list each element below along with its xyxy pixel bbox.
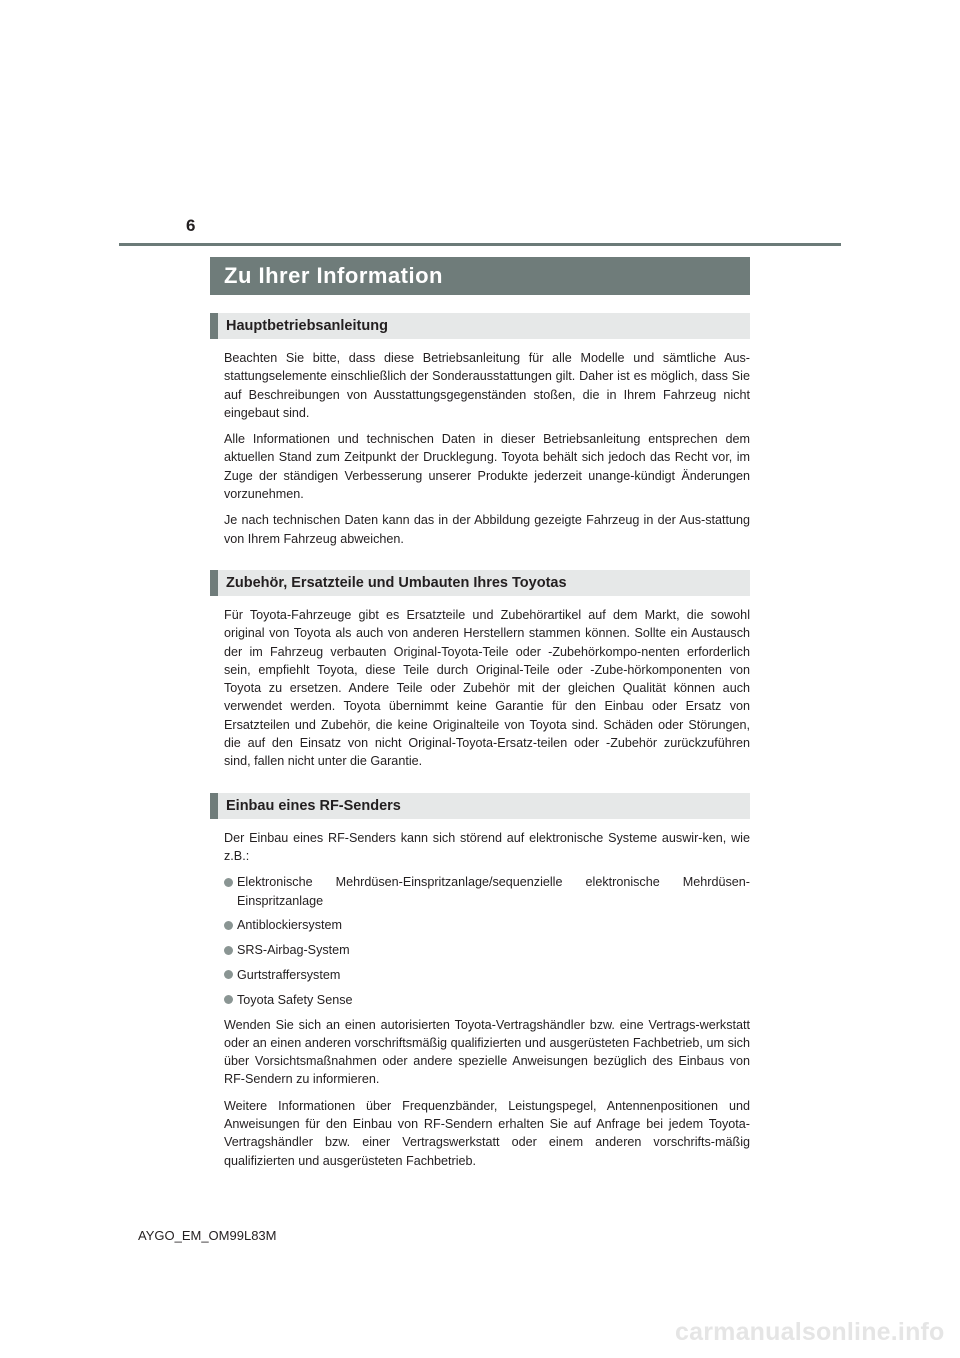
bullet-dot-icon: [224, 995, 233, 1004]
list-item: [224, 916, 750, 934]
paragraph: Alle Informationen und technischen Daten in dieser Betriebsanleitung entsprechen dem aktuellen Stand zum Zeitpunkt der Drucklegung. Toyota behält sich jedoch das Recht vor, im Zuge der ständigen Verbesserung unserer Produkte jederzeit unange-kündigt Änderungen vorzunehmen.: [224, 432, 750, 502]
footer-document-code: AYGO_EM_OM99L83M: [138, 1228, 277, 1243]
bullet-dot-icon: [224, 946, 233, 955]
page-number: 6: [186, 216, 196, 235]
paragraph: Der Einbau eines RF-Senders kann sich störend auf elektronische Systeme auswir-ken, wie z.B.:: [224, 830, 750, 863]
list-item-text: SRS-Airbag-System: [237, 943, 350, 958]
list-item-text: Antiblockiersystem: [237, 918, 342, 933]
list-item-text: Elektronische Mehrdüsen-Einspritzanlage/sequenzielle elektronische Mehrdüsen-Einspritzanlage: [237, 875, 750, 908]
list-item: [224, 941, 750, 959]
watermark: carmanualsonline.info: [675, 1318, 945, 1346]
page-content: [210, 313, 750, 1178]
paragraph: Für Toyota-Fahrzeuge gibt es Ersatzteile und Zubehörartikel auf dem Markt, die sowohl original von Toyota als auch von anderen Herstellern stammen können. Sollte ein Austausch der im Fahrzeug verbauten Original-Toyota-Teile oder -Zubehörkompo-nenten erforderlich sein, empfiehlt Toyota, diese Teile durch Original-Teile oder -Zube-hörkomponenten von Toyota zu ersetzen. Andere Teile oder Zubehör mit der gleichen Qualität können auch verwendet werden. Toyota übernimmt keine Garantie für den Einbau oder Ersatz von Ersatzteilen und Zubehör, die keine Originalteile von Toyota sind. Schäden oder Störungen, die auf den Einsatz von nicht Original-Toyota-Ersatz-teilen oder -Zubehör zurückzuführen sind, fallen nicht unter die Garantie.: [224, 607, 750, 769]
list-item-text: Gurtstraffersystem: [237, 967, 341, 982]
paragraph: Wenden Sie sich an einen autorisierten Toyota-Vertragshändler bzw. eine Vertrags-werkstatt oder an einen anderen vorschriftsmäßig qualifizierten und ausgerüsteten Fachbetrieb, um sich über Vorsichtsmaßnahmen oder andere spezielle Anweisungen bezüglich des Einbaus von RF-Sendern zu informieren.: [224, 1017, 750, 1087]
section-heading-zubehoer: Zubehör, Ersatzteile und Umbauten Ihres Toyotas: [210, 570, 750, 596]
list-item: [224, 991, 750, 1009]
page-title: Zu Ihrer Information: [210, 257, 750, 295]
bullet-dot-icon: [224, 970, 233, 979]
section-heading-hauptbetriebsanleitung: Hauptbetriebsanleitung: [210, 313, 750, 339]
paragraph: Beachten Sie bitte, dass diese Betriebsanleitung für alle Modelle und sämtliche Aus-stattungselemente einschließlich der Sonderausstattungen gilt. Daher ist es möglich, dass Sie auf Beschreibungen von Ausstattungsgegenständen stoßen, die in Ihrem Fahrzeug nicht eingebaut sind.: [224, 351, 750, 420]
header-rule: [119, 243, 841, 246]
bullet-dot-icon: [224, 878, 233, 887]
bullet-dot-icon: [224, 921, 233, 930]
section-heading-rf-sender: Einbau eines RF-Senders: [210, 793, 750, 819]
list-item-text: Toyota Safety Sense: [237, 992, 353, 1007]
paragraph: Je nach technischen Daten kann das in der Abbildung gezeigte Fahrzeug in der Aus-stattung von Ihrem Fahrzeug abweichen.: [224, 513, 750, 546]
paragraph: Weitere Informationen über Frequenzbänder, Leistungspegel, Antennenpositionen und Anweisungen für den Einbau von RF-Sendern erhalten Sie auf Anfrage bei jedem Toyota-Vertragshändler bzw. einer Vertragswerkstatt oder einem anderen vorschrifts-mäßig qualifizierten und ausgerüsteten Fachbetrieb.: [224, 1098, 750, 1168]
list-item: [224, 966, 750, 984]
list-item: [224, 873, 750, 910]
